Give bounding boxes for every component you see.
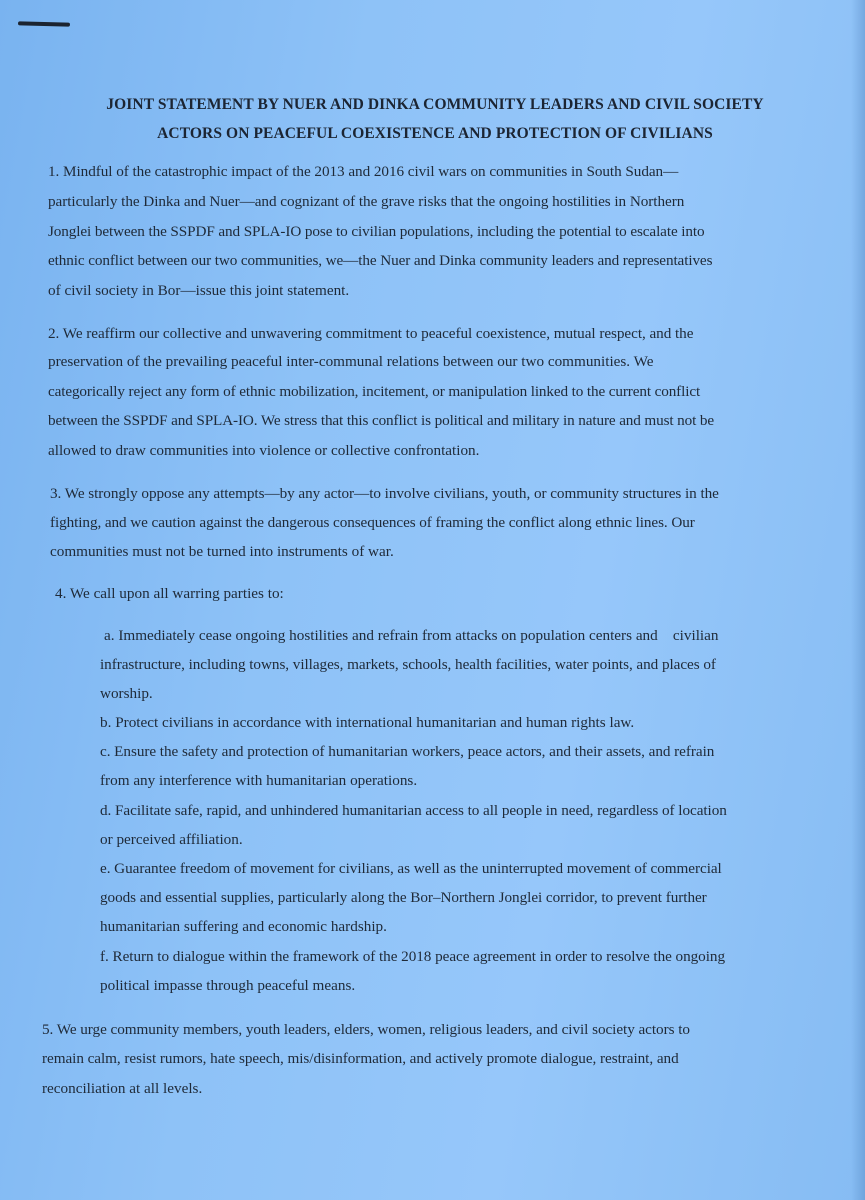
text-line: 2. We reaffirm our collective and unwavering commitment to peaceful coexistence, mutual respect, and the [48, 325, 694, 342]
text-line: reconciliation at all levels. [42, 1080, 203, 1097]
text-line: fighting, and we caution against the dangerous consequences of framing the conflict along ethnic lines. Our [50, 514, 695, 531]
text-line: 5. We urge community members, youth leaders, elders, women, religious leaders, and civil society actors to [42, 1021, 690, 1038]
text-line: categorically reject any form of ethnic mobilization, incitement, or manipulation linked to the current conflict [48, 383, 701, 400]
text-line: allowed to draw communities into violence or collective confrontation. [48, 442, 480, 459]
title-line: JOINT STATEMENT BY NUER AND DINKA COMMUNITY LEADERS AND CIVIL SOCIETY [106, 96, 764, 113]
list-item-line: infrastructure, including towns, villages, markets, schools, health facilities, water points, and places of [100, 656, 716, 673]
list-item-line: c. Ensure the safety and protection of humanitarian workers, peace actors, and their assets, and refrain [100, 743, 715, 760]
text-line: particularly the Dinka and Nuer—and cognizant of the grave risks that the ongoing hostilities in Northern [48, 193, 685, 210]
list-item-line: worship. [100, 685, 153, 702]
text-line: of civil society in Bor—issue this joint statement. [48, 282, 350, 299]
text-line: 3. We strongly oppose any attempts—by any actor—to involve civilians, youth, or community structures in the [50, 485, 719, 502]
handwritten-dash-mark [18, 21, 70, 26]
list-item-line: f. Return to dialogue within the framework of the 2018 peace agreement in order to resolve the ongoing [100, 948, 725, 965]
text-line: communities must not be turned into instruments of war. [50, 543, 394, 560]
list-item-line: goods and essential supplies, particularly along the Bor–Northern Jonglei corridor, to prevent further [100, 889, 707, 906]
text-line: Jonglei between the SSPDF and SPLA-IO pose to civilian populations, including the potential to escalate into [48, 223, 705, 240]
list-item-line: b. Protect civilians in accordance with international humanitarian and human rights law. [100, 714, 635, 731]
text-line: 4. We call upon all warring parties to: [55, 585, 284, 602]
text-line: 1. Mindful of the catastrophic impact of the 2013 and 2016 civil wars on communities in South Sudan— [48, 163, 679, 180]
list-item-line: a. Immediately cease ongoing hostilities and refrain from attacks on population centers and civilian [104, 627, 719, 644]
text-line: ethnic conflict between our two communities, we—the Nuer and Dinka community leaders and representatives [48, 252, 713, 269]
text-line: between the SSPDF and SPLA-IO. We stress that this conflict is political and military in nature and must not be [48, 412, 714, 429]
document-title [40, 90, 830, 148]
list-item-line: political impasse through peaceful means. [100, 977, 356, 994]
title-line: ACTORS ON PEACEFUL COEXISTENCE AND PROTECTION OF CIVILIANS [157, 125, 713, 142]
text-line: remain calm, resist rumors, hate speech, mis/disinformation, and actively promote dialogue, restraint, and [42, 1050, 679, 1067]
list-item-line: d. Facilitate safe, rapid, and unhindered humanitarian access to all people in need, regardless of location [100, 802, 727, 819]
list-item-line: e. Guarantee freedom of movement for civilians, as well as the uninterrupted movement of commercial [100, 860, 722, 877]
list-item-line: from any interference with humanitarian operations. [100, 772, 418, 789]
text-line: preservation of the prevailing peaceful inter-communal relations between our two communities. We [48, 353, 654, 370]
list-item-line: or perceived affiliation. [100, 831, 243, 848]
page-edge-shadow [851, 0, 865, 1200]
list-item-line: humanitarian suffering and economic hardship. [100, 918, 387, 935]
